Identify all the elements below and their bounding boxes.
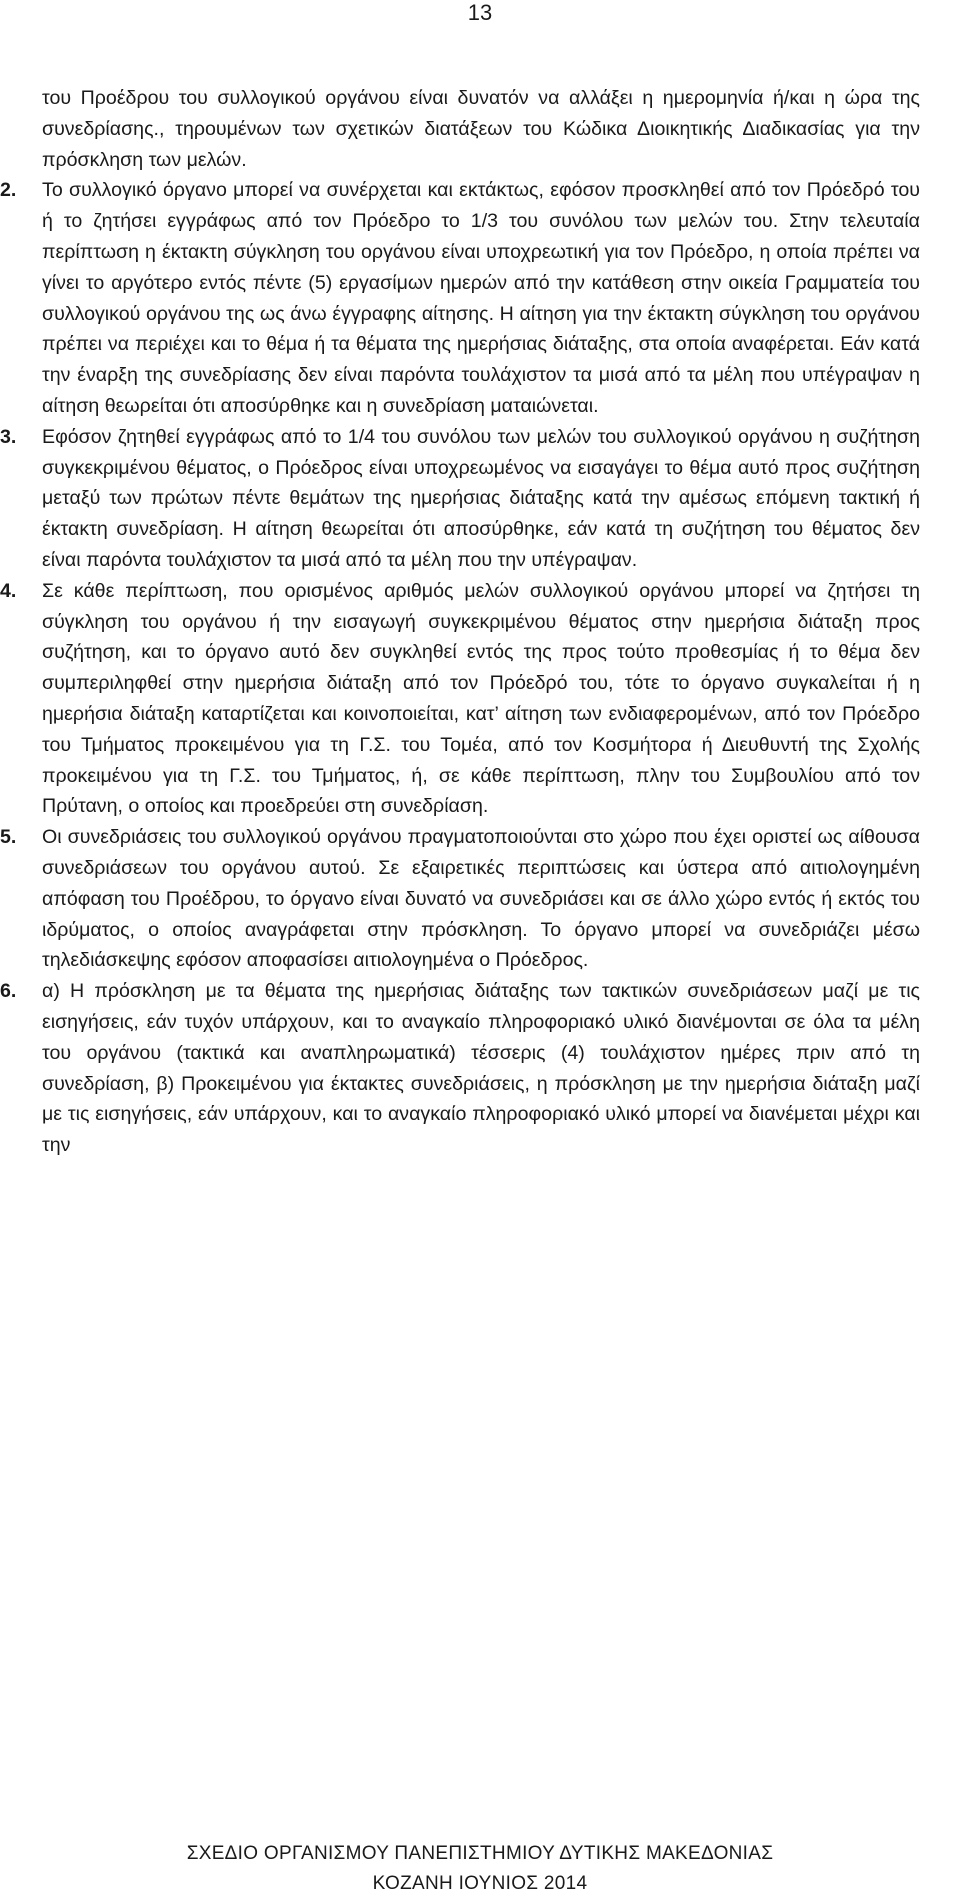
document-body bbox=[0, 83, 920, 1161]
list-item-2: 2. Το συλλογικό όργανο μπορεί να συνέρχεται και εκτάκτως, εφόσον προσκληθεί από τον Πρόεδρό του ή το ζητήσει εγγράφως από τον Πρόεδρο το 1/3 του συνόλου των μελών του. Στην τελευταία περίπτωση η έκτακτη σύγκληση του οργάνου είναι υποχρεωτική για τον Πρόεδρο, η οποία πρέπει να γίνει το αργότερο εντός πέντε (5) εργασίμων ημερών από την κατάθεση στην οικεία Γραμματεία του συλλογικού οργάνου της ως άνω έγγραφης αίτησης. Η αίτηση για την έκτακτη σύγκληση του οργάνου πρέπει να περιέχει και το θέμα ή τα θέματα της ημερήσιας διάταξης, στα οποία αναφέρεται. Εάν κατά την έναρξη της συνεδρίασης δεν είναι παρόντα τουλάχιστον τα μισά από τα μέλη που υπέγραψαν η αίτηση θεωρείται ότι αποσύρθηκε και η συνεδρίαση ματαιώνεται. bbox=[42, 175, 920, 421]
list-item-text: α) Η πρόσκληση με τα θέματα της ημερήσιας διάταξης των τακτικών συνεδριάσεων μαζί με τις εισηγήσεις, εάν τυχόν υπάρχουν, και το αναγκαίο πληροφοριακό υλικό διανέμονται σε όλα τα μέλη του οργάνου (τακτικά και αναπληρωματικά) τέσσερις (4) τουλάχιστον ημέρες πριν από τη συνεδρίαση, β) Προκειμένου για έκτακτες συνεδριάσεις, η πρόσκληση με την ημερήσια διάταξη μαζί με τις εισηγήσεις, εάν υπάρχουν, και το αναγκαίο πληροφοριακό υλικό μπορεί να διανέμεται μέχρι και την bbox=[42, 980, 920, 1157]
footer-date: ΚΟΖΑΝΗ ΙΟΥΝΙΟΣ 2014 bbox=[372, 1873, 588, 1894]
list-item-text: Το συλλογικό όργανο μπορεί να συνέρχεται και εκτάκτως, εφόσον προσκληθεί από τον Πρόεδρό του ή το ζητήσει εγγράφως από τον Πρόεδρο το 1/3 του συνόλου των μελών του. Στην τελευταία περίπτωση η έκτακτη σύγκληση του οργάνου είναι υποχρεωτική για τον Πρόεδρο, η οποία πρέπει να γίνει το αργότερο εντός πέντε (5) εργασίμων ημερών από την κατάθεση στην οικεία Γραμματεία του συλλογικού οργάνου της ως άνω έγγραφης αίτησης. Η αίτηση για την έκτακτη σύγκληση του οργάνου πρέπει να περιέχει και το θέμα ή τα θέματα της ημερήσιας διάταξης, στα οποία αναφέρεται. Εάν κατά την έναρξη της συνεδρίασης δεν είναι παρόντα τουλάχιστον τα μισά από τα μέλη που υπέγραψαν η αίτηση θεωρείται ότι αποσύρθηκε και η συνεδρίαση ματαιώνεται. bbox=[42, 179, 920, 417]
list-item-5: 5. Οι συνεδριάσεις του συλλογικού οργάνου πραγματοποιούνται στο χώρο που έχει οριστεί ως αίθουσα συνεδριάσεων του οργάνου αυτού. Σε εξαιρετικές περιπτώσεις και ύστερα από αιτιολογημένη απόφαση του Προέδρου, το όργανο είναι δυνατό να συνεδριάσει και σε άλλο χώρο εντός ή εκτός του ιδρύματος, ο οποίος αναγράφεται στην πρόσκληση. Το όργανο μπορεί να συνεδριάζει μέσω τηλεδιάσκεψης εφόσον αποφασίσει αιτιολογημένα ο Πρόεδρος. bbox=[42, 822, 920, 976]
list-item-text: Εφόσον ζητηθεί εγγράφως από το 1/4 του συνόλου των μελών του συλλογικού οργάνου η συζήτηση συγκεκριμένου θέματος, ο Πρόεδρος είναι υποχρεωμένος να εισαγάγει το θέμα αυτό προς συζήτηση μεταξύ των πρώτων πέντε θεμάτων της ημερήσιας διάταξης κατά την αμέσως επόμενη τακτική ή έκτακτη συνεδρίαση. Η αίτηση θεωρείται ότι αποσύρθηκε, εάν κατά τη συζήτηση του θέματος δεν είναι παρόντα τουλάχιστον τα μισά από τα μέλη που την υπέγραψαν. bbox=[42, 425, 920, 571]
page-number: 13 bbox=[467, 0, 493, 25]
list-item-6: 6. α) Η πρόσκληση με τα θέματα της ημερήσιας διάταξης των τακτικών συνεδριάσεων μαζί με τις εισηγήσεις, εάν τυχόν υπάρχουν, και το αναγκαίο πληροφοριακό υλικό διανέμονται σε όλα τα μέλη του οργάνου (τακτικά και αναπληρωματικά) τέσσερις (4) τουλάχιστον ημέρες πριν από τη συνεδρίαση, β) Προκειμένου για έκτακτες συνεδριάσεις, η πρόσκληση με την ημερήσια διάταξη μαζί με τις εισηγήσεις, εάν υπάρχουν, και το αναγκαίο πληροφοριακό υλικό μπορεί να διανέμεται μέχρι και την bbox=[42, 976, 920, 1161]
footer-title: ΣΧΕΔΙΟ ΟΡΓΑΝΙΣΜΟΥ ΠΑΝΕΠΙΣΤΗΜΙΟΥ ΔΥΤΙΚΗΣ ΜΑΚΕΔΟΝΙΑΣ bbox=[186, 1843, 774, 1864]
list-item-text: Οι συνεδριάσεις του συλλογικού οργάνου πραγματοποιούνται στο χώρο που έχει οριστεί ως αίθουσα συνεδριάσεων του οργάνου αυτού. Σε εξαιρετικές περιπτώσεις και ύστερα από αιτιολογημένη απόφαση του Προέδρου, το όργανο είναι δυνατό να συνεδριάσει και σε άλλο χώρο εντός ή εκτός του ιδρύματος, ο οποίος αναγράφεται στην πρόσκληση. Το όργανο μπορεί να συνεδριάζει μέσω τηλεδιάσκεψης εφόσον αποφασίσει αιτιολογημένα ο Πρόεδρος. bbox=[42, 826, 920, 972]
list-item-4: 4. Σε κάθε περίπτωση, που ορισμένος αριθμός μελών συλλογικού οργάνου μπορεί να ζητήσει τη σύγκληση του οργάνου ή την εισαγωγή συγκεκριμένου θέματος στην ημερήσια διάταξη προς συζήτηση, και το όργανο αυτό δεν συγκληθεί εντός της προς τούτο προθεσμίας ή το θέμα δεν συμπεριληφθεί στην ημερήσια διάταξη από τον Πρόεδρό του, τότε το όργανο συγκαλείται ή η ημερήσια διάταξη καταρτίζεται και κοινοποιείται, κατ’ αίτηση των ενδιαφερομένων, από τον Πρόεδρο του Τμήματος προκειμένου για τη Γ.Σ. του Τομέα, από τον Κοσμήτορα ή Διευθυντή της Σχολής προκειμένου για τη Γ.Σ. του Τμήματος, ή, σε κάθε περίπτωση, πλην του Συμβουλίου από τον Πρύτανη, ο οποίος και προεδρεύει στη συνεδρίαση. bbox=[42, 576, 920, 822]
continuation-paragraph: του Προέδρου του συλλογικού οργάνου είναι δυνατόν να αλλάξει η ημερομηνία ή/και η ώρα της συνεδρίασης., τηρουμένων των σχετικών διατάξεων του Κώδικα Διοικητικής Διαδικασίας για την πρόσκληση των μελών. bbox=[42, 87, 920, 171]
list-item-text: Σε κάθε περίπτωση, που ορισμένος αριθμός μελών συλλογικού οργάνου μπορεί να ζητήσει τη σύγκληση του οργάνου ή την εισαγωγή συγκεκριμένου θέματος στην ημερήσια διάταξη προς συζήτηση, και το όργανο αυτό δεν συγκληθεί εντός της προς τούτο προθεσμίας ή το θέμα δεν συμπεριληφθεί στην ημερήσια διάταξη από τον Πρόεδρό του, τότε το όργανο συγκαλείται ή η ημερήσια διάταξη καταρτίζεται και κοινοποιείται, κατ’ αίτηση των ενδιαφερομένων, από τον Πρόεδρο του Τμήματος προκειμένου για τη Γ.Σ. του Τομέα, από τον Κοσμήτορα ή Διευθυντή της Σχολής προκειμένου για τη Γ.Σ. του Τμήματος, ή, σε κάθε περίπτωση, πλην του Συμβουλίου από τον Πρύτανη, ο οποίος και προεδρεύει στη συνεδρίαση. bbox=[42, 579, 920, 818]
list-item-3: 3. Εφόσον ζητηθεί εγγράφως από το 1/4 του συνόλου των μελών του συλλογικού οργάνου η συζήτηση συγκεκριμένου θέματος, ο Πρόεδρος είναι υποχρεωμένος να εισαγάγει το θέμα αυτό προς συζήτηση μεταξύ των πρώτων πέντε θεμάτων της ημερήσιας διάταξης κατά την αμέσως επόμενη τακτική ή έκτακτη συνεδρίαση. Η αίτηση θεωρείται ότι αποσύρθηκε, εάν κατά τη συζήτηση του θέματος δεν είναι παρόντα τουλάχιστον τα μισά από τα μέλη που την υπέγραψαν. bbox=[42, 422, 920, 576]
